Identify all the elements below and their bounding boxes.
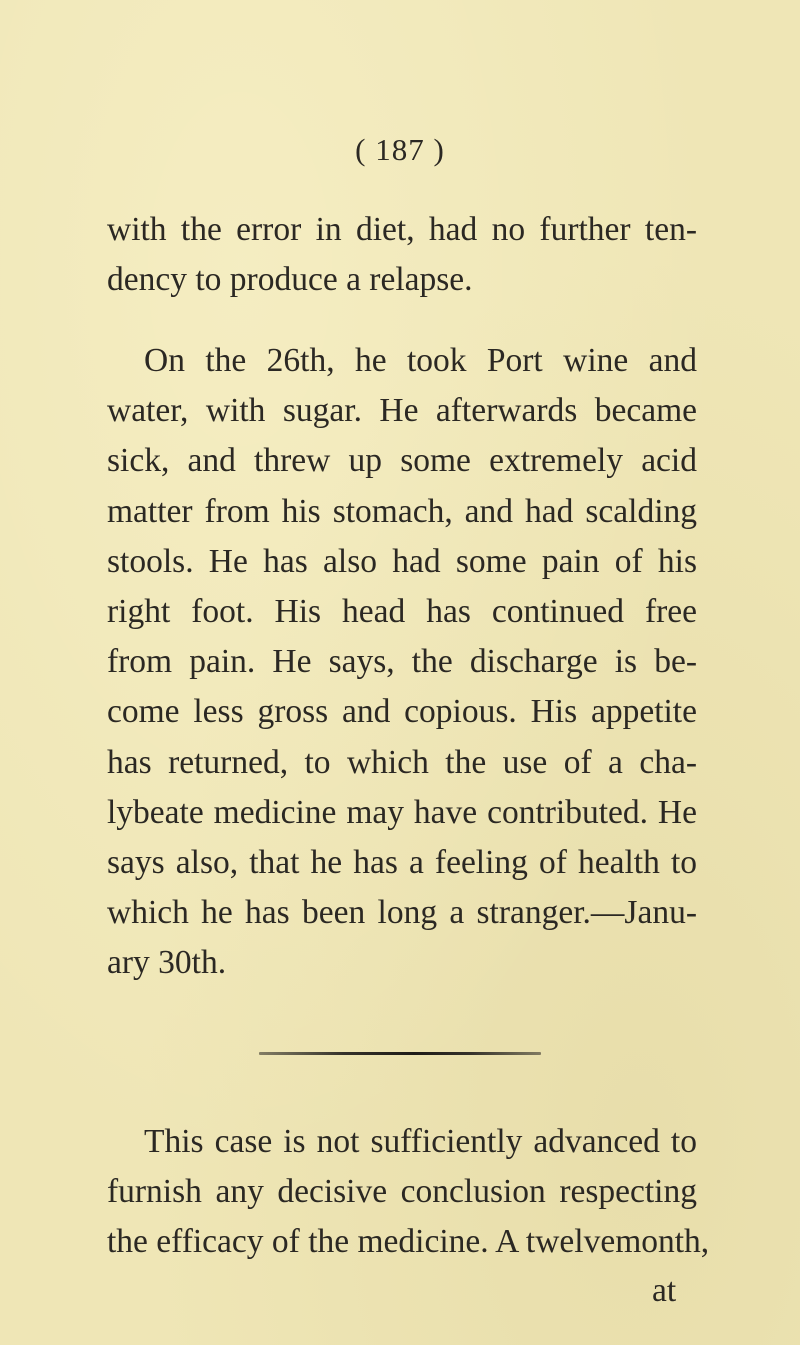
text-line: stools. He has also had some pain of his — [107, 542, 697, 580]
text-line: water, with sugar. He afterwards became — [107, 392, 697, 430]
text-line: which he has been long a stranger.—Janu- — [107, 894, 697, 932]
section-divider — [259, 1052, 541, 1055]
text-line: ary 30th. — [107, 944, 227, 982]
text-line: sick, and threw up some extremely acid — [107, 442, 697, 480]
page-number: ( 187 ) — [355, 132, 445, 167]
text-line: come less gross and copious. His appetite — [107, 693, 697, 731]
text-line: This case is not sufficiently advanced to — [144, 1123, 697, 1160]
text-line: says also, that he has a feeling of health to — [107, 844, 697, 882]
text-line: furnish any decisive conclusion respecting — [107, 1173, 697, 1211]
text-line: right foot. His head has continued free — [107, 593, 697, 631]
text-line: has returned, to which the use of a cha- — [107, 743, 697, 781]
text-line: matter from his stomach, and had scalding — [107, 492, 697, 530]
text-line: lybeate medicine may have contributed. He — [107, 793, 697, 831]
text-line: dency to produce a relapse. — [107, 261, 473, 299]
catchword: at — [652, 1272, 677, 1309]
paragraph-conclusion — [107, 1117, 710, 1268]
text-line: the efficacy of the medicine. A twelvemonth, — [107, 1223, 710, 1261]
text-line: from pain. He says, the discharge is be- — [107, 643, 697, 681]
paragraph-continuation — [107, 205, 697, 305]
text-line: with the error in diet, had no further ten- — [107, 211, 697, 248]
text-line: On the 26th, he took Port wine and — [144, 342, 697, 379]
paragraph-case-notes — [107, 336, 697, 989]
